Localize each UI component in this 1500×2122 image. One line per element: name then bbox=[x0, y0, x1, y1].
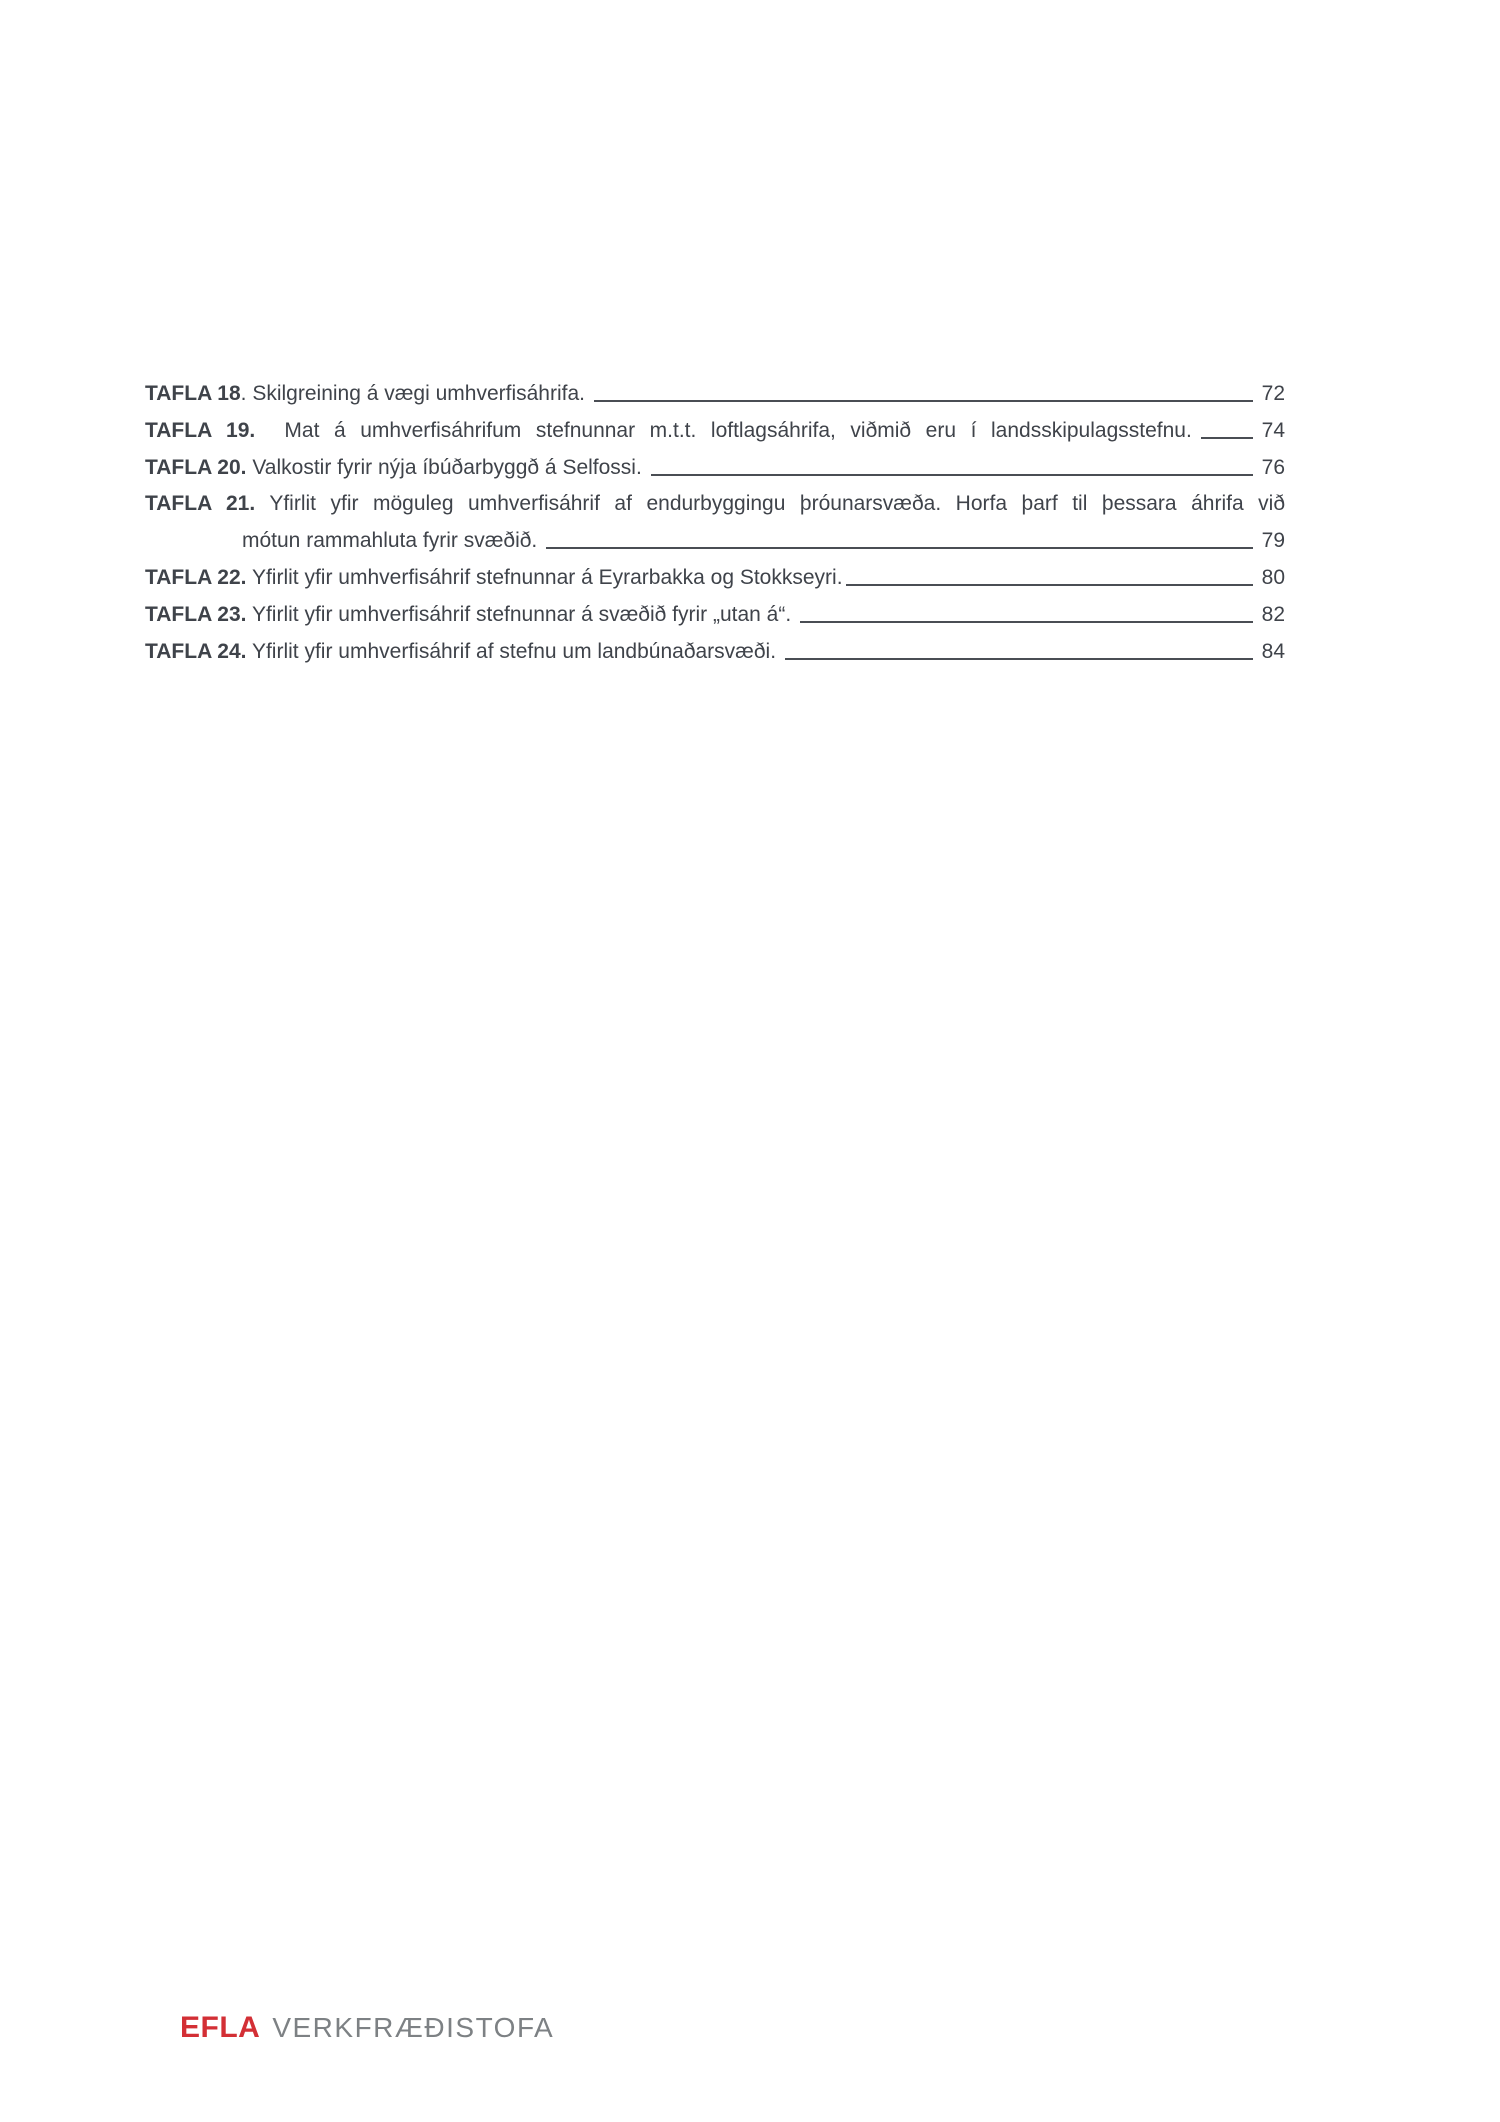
toc-entry-text: Yfirlit yfir umhverfisáhrif stefnunnar á svæðið fyrir „utan á“. bbox=[246, 602, 797, 626]
toc-page-number: 84 bbox=[1261, 639, 1285, 663]
toc-entry-text: . Skilgreining á vægi umhverfisáhrifa. bbox=[240, 382, 591, 405]
toc-entry-label: TAFLA 21. bbox=[145, 492, 256, 516]
toc-entry-tafla-22 bbox=[145, 560, 1285, 597]
toc-entry-tafla-19 bbox=[145, 413, 1285, 450]
list-of-tables bbox=[145, 376, 1285, 670]
dot-leader bbox=[594, 400, 1253, 402]
toc-page-number: 80 bbox=[1261, 565, 1285, 589]
toc-page-number: 76 bbox=[1261, 455, 1285, 479]
toc-entry-label: TAFLA 20. bbox=[145, 455, 247, 479]
toc-entry-tafla-18 bbox=[145, 376, 1285, 413]
toc-entry-text: mótun rammahluta fyrir svæðið. bbox=[242, 529, 544, 553]
toc-entry-line1 bbox=[145, 486, 1285, 523]
toc-entry-text: Yfirlit yfir möguleg umhverfisáhrif af endurbyggingu þróunarsvæða. Horfa þarf til þessara áhrifa við bbox=[255, 492, 1285, 516]
toc-page-number: 79 bbox=[1261, 529, 1285, 553]
toc-entry-text: Valkostir fyrir nýja íbúðarbyggð á Selfossi. bbox=[246, 455, 648, 479]
toc-page-number: 72 bbox=[1261, 382, 1285, 405]
toc-entry-label: TAFLA 24. bbox=[145, 639, 247, 663]
toc-entry-line2 bbox=[242, 523, 1285, 560]
toc-page-number: 74 bbox=[1261, 418, 1285, 442]
toc-entry-tafla-21 bbox=[145, 486, 1285, 560]
toc-entry-label: TAFLA 18 bbox=[145, 382, 241, 405]
footer-logo bbox=[180, 2011, 554, 2045]
toc-entry-tafla-24 bbox=[145, 634, 1285, 671]
efla-logo-subtext: VERKFRÆÐISTOFA bbox=[272, 2012, 555, 2043]
toc-entry-label: TAFLA 22. bbox=[145, 565, 247, 589]
toc-entry-label: TAFLA 23. bbox=[145, 602, 247, 626]
dot-leader bbox=[846, 584, 1253, 586]
toc-entry-label: TAFLA 19. bbox=[145, 418, 256, 442]
dot-leader bbox=[651, 474, 1253, 476]
toc-entry-text: Yfirlit yfir umhverfisáhrif af stefnu um landbúnaðarsvæði. bbox=[246, 639, 782, 663]
toc-entry-tafla-23 bbox=[145, 597, 1285, 634]
dot-leader bbox=[546, 547, 1253, 549]
toc-entry-body bbox=[145, 413, 1198, 450]
dot-leader bbox=[785, 658, 1253, 660]
toc-page-number: 82 bbox=[1261, 602, 1285, 626]
dot-leader bbox=[1201, 437, 1253, 439]
efla-logo-text: EFLA bbox=[180, 2011, 261, 2044]
dot-leader bbox=[800, 621, 1253, 623]
toc-entry-text: Yfirlit yfir umhverfisáhrif stefnunnar á Eyrarbakka og Stokkseyri. bbox=[246, 565, 843, 589]
toc-entry-text: Mat á umhverfisáhrifum stefnunnar m.t.t. loftlagsáhrifa, viðmið eru í landsskipulagsstefnu. bbox=[255, 418, 1198, 442]
toc-entry-tafla-20 bbox=[145, 450, 1285, 487]
